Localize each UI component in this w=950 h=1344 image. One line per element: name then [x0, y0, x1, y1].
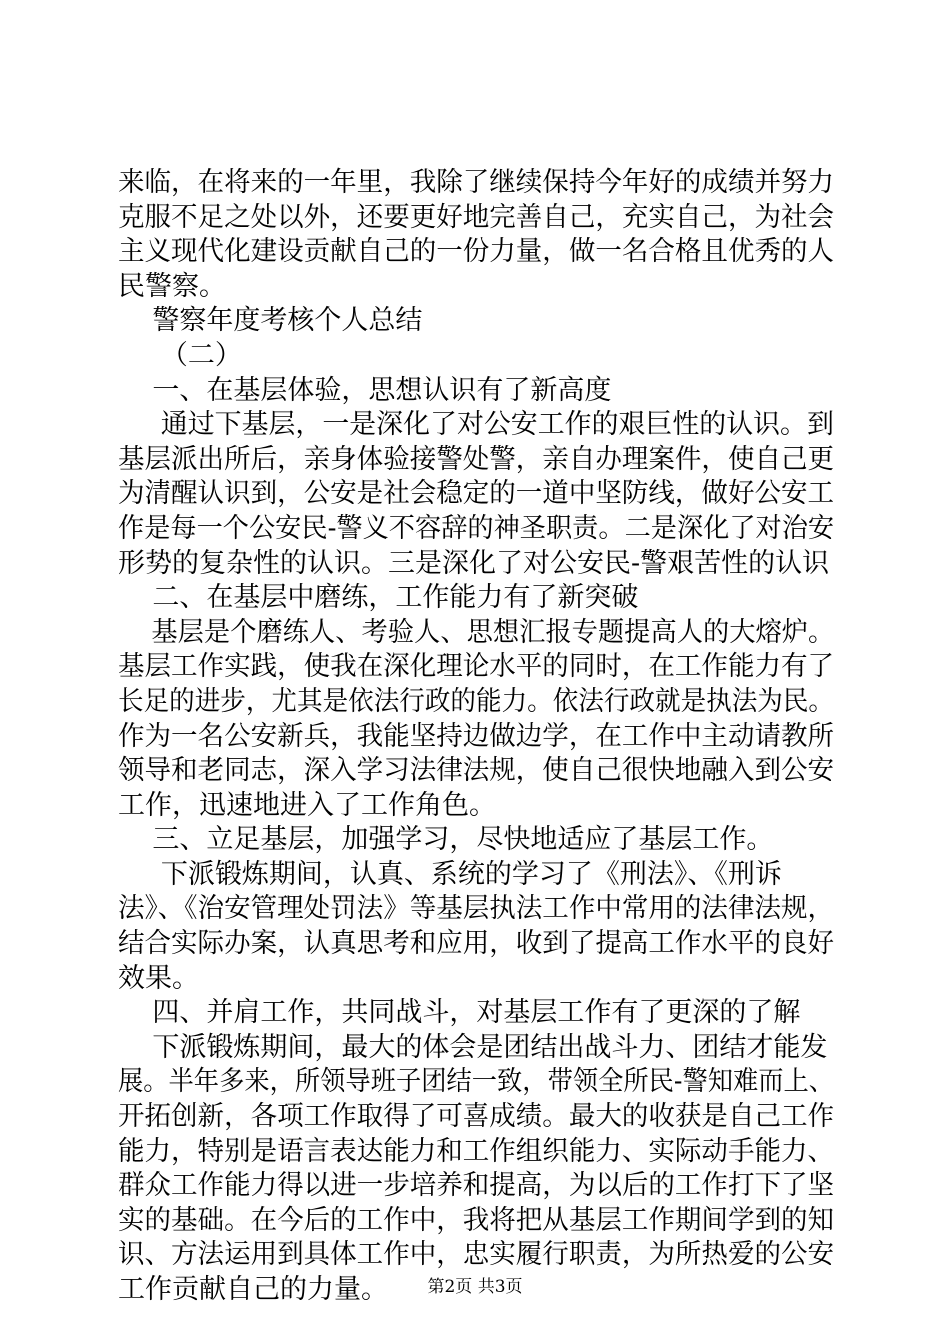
text-line: 作为一名公安新兵，我能坚持边做边学，在工作中主动请教所 — [118, 720, 835, 752]
text-line: 形势的复杂性的认识。三是深化了对公安民-警艰苦性的认识 — [118, 547, 830, 579]
body-text — [118, 166, 834, 1308]
text-line: 能力，特别是语言表达能力和工作组织能力、实际动手能力、 — [118, 1135, 835, 1167]
text-line: 通过下基层，一是深化了对公安工作的艰巨性的认识。到 — [118, 409, 834, 441]
page-footer: 第2页 共3页 — [427, 1277, 523, 1297]
text-line: 基层工作实践，使我在深化理论水平的同时，在工作能力有了 — [118, 651, 835, 683]
text-line: 结合实际办案，认真思考和应用，收到了提高工作水平的良好 — [118, 928, 835, 960]
text-line: 三、立足基层，加强学习，尽快地适应了基层工作。 — [118, 824, 774, 856]
text-line: 四、并肩工作，共同战斗，对基层工作有了更深的了解 — [118, 997, 801, 1029]
text-line: 下派锻炼期间，认真、系统的学习了《刑法》、《刑诉 — [118, 858, 782, 890]
text-line: 基层是个磨练人、考验人、思想汇报专题提高人的大熔炉。 — [118, 616, 835, 648]
text-line: 群众工作能力得以进一步培养和提高，为以后的工作打下了坚 — [118, 1170, 835, 1202]
text-line: 法》、《治安管理处罚法》等基层执法工作中常用的法律法规， — [118, 893, 835, 925]
text-line: 民警察。 — [118, 270, 226, 302]
text-line: 为清醒认识到，公安是社会稳定的一道中坚防线，做好公安工 — [118, 478, 835, 510]
text-line: 一、在基层体验，思想认识有了新高度 — [118, 374, 612, 406]
text-line: 长足的进步，尤其是依法行政的能力。依法行政就是执法为民。 — [118, 685, 835, 717]
text-line: 基层派出所后，亲身体验接警处警，亲自办理案件，使自己更 — [118, 443, 835, 475]
text-line: 作是每一个公安民-警义不容辞的神圣职责。二是深化了对治安 — [118, 512, 835, 544]
text-line: 识、方法运用到具体工作中，忠实履行职责，为所热爱的公安 — [118, 1239, 835, 1271]
text-line: 工作，迅速地进入了工作角色。 — [118, 789, 496, 821]
text-line: 二、在基层中磨练，工作能力有了新突破 — [118, 582, 639, 614]
text-line: 领导和老同志，深入学习法律法规，使自己很快地融入到公安 — [118, 755, 835, 787]
text-line: 克服不足之处以外，还要更好地完善自己，充实自己，为社会 — [118, 201, 835, 233]
text-line: 开拓创新，各项工作取得了可喜成绩。最大的收获是自己工作 — [118, 1101, 835, 1133]
text-line: 警察年度考核个人总结 — [118, 305, 423, 337]
text-line: （二） — [118, 339, 242, 371]
text-line: 下派锻炼期间，最大的体会是团结出战斗力、团结才能发 — [118, 1031, 828, 1063]
text-line: 来临，在将来的一年里，我除了继续保持今年好的成绩并努力 — [118, 167, 835, 198]
text-line: 工作贡献自己的力量。 — [118, 1274, 388, 1305]
text-line: 展。半年多来，所领导班子团结一致，带领全所民-警知难而上、 — [118, 1066, 835, 1098]
text-line: 效果。 — [118, 962, 199, 994]
text-line: 主义现代化建设贡献自己的一份力量，做一名合格且优秀的人 — [118, 236, 835, 268]
text-line: 实的基础。在今后的工作中，我将把从基层工作期间学到的知 — [118, 1204, 835, 1236]
